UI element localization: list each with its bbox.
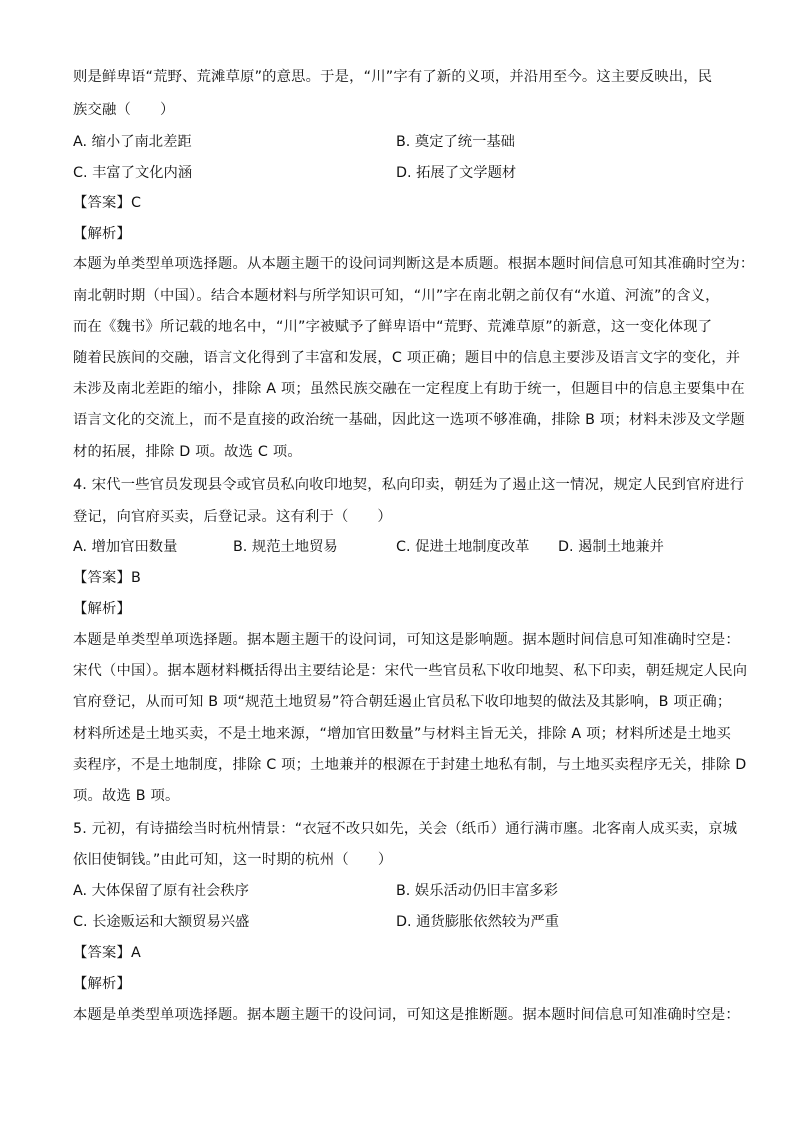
- q3-analysis-line-1: 本题为单类型单项选择题。从本题主题干的设问词判断这是本质题。根据本题时间信息可知其准确时空为：: [73, 256, 755, 272]
- q3-analysis-line-3: 而在《魏书》所记载的地名中，“川”字被赋予了鲜卑语中“荒野、荒滩草原”的新意，这一变化体现了: [73, 319, 713, 335]
- q4-stem-line-1: 4. 宋代一些官员发现县令或官员私向收印地契，私向印卖，朝廷为了遏止这一情况，规定人民到官府进行: [73, 477, 745, 493]
- q5-option-a[interactable]: A. 大体保留了原有社会秩序: [73, 883, 249, 899]
- q4-analysis-line-5: 卖程序，不是土地制度，排除 C 项；土地兼并的根源在于封建土地私有制，与土地买卖程序无关，排除 D: [73, 757, 747, 773]
- q3-analysis-line-7: 材的拓展，排除 D 项。故选 C 项。: [73, 444, 302, 460]
- q4-analysis-line-4: 材料所述是土地买卖，不是土地来源，“增加官田数量”与材料主旨无关，排除 A 项；材料所述是土地买: [73, 726, 732, 742]
- q4-stem-line-2: 登记，向官府买卖，后登记录。这有利于（ ）: [73, 509, 392, 525]
- q3-answer: 【答案】C: [73, 195, 142, 211]
- q3-stem-line-2: 族交融（ ）: [73, 102, 175, 118]
- q4-analysis-line-3: 官府登记，从而可知 B 项“规范土地贸易”符合朝廷遏止官员私下收印地契的做法及其影响，B 项正确；: [73, 694, 732, 710]
- q3-analysis-line-4: 随着民族间的交融，语言文化得到了丰富和发展，C 项正确；题目中的信息主要涉及语言文字的变化，并: [73, 350, 741, 366]
- q3-option-a[interactable]: A. 缩小了南北差距: [73, 134, 192, 150]
- q3-analysis-label: 【解析】: [73, 226, 131, 242]
- q3-option-b[interactable]: B. 奠定了统一基础: [396, 134, 515, 150]
- q3-option-d[interactable]: D. 拓展了文学题材: [396, 165, 517, 181]
- q5-stem-line-2: 依旧使铜钱。”由此可知，这一时期的杭州（ ）: [73, 852, 393, 868]
- q5-option-b[interactable]: B. 娱乐活动仍旧丰富多彩: [396, 883, 558, 899]
- q3-stem-line-1: 则是鲜卑语“荒野、荒滩草原”的意思。于是，“川”字有了新的义项，并沿用至今。这主要反映出，民: [73, 69, 713, 85]
- q5-analysis-line-1: 本题是单类型单项选择题。据本题主题干的设问词，可知这是推断题。据本题时间信息可知准确时空是：: [73, 1007, 740, 1023]
- q4-analysis-label: 【解析】: [73, 601, 131, 617]
- q5-option-d[interactable]: D. 通货膨胀依然较为严重: [396, 914, 560, 930]
- q4-option-c[interactable]: C. 促进土地制度改革: [396, 539, 530, 555]
- q5-stem-line-1: 5. 元初，有诗描绘当时杭州情景：“衣冠不改只如先，关会（纸币）通行满市廛。北客南人成买卖，京城: [73, 821, 738, 837]
- q4-option-d[interactable]: D. 遏制土地兼并: [558, 539, 664, 555]
- q5-option-c[interactable]: C. 长途贩运和大额贸易兴盛: [73, 914, 250, 930]
- q4-analysis-line-6: 项。故选 B 项。: [73, 788, 180, 804]
- q5-answer: 【答案】A: [73, 945, 141, 961]
- q3-option-c[interactable]: C. 丰富了文化内涵: [73, 165, 193, 181]
- q3-analysis-line-5: 未涉及南北差距的缩小，排除 A 项；虽然民族交融在一定程度上有助于统一，但题目中的信息主要集中在: [73, 381, 745, 397]
- q4-option-b[interactable]: B. 规范土地贸易: [233, 539, 338, 555]
- q4-answer: 【答案】B: [73, 570, 141, 586]
- q4-analysis-line-1: 本题是单类型单项选择题。据本题主题干的设问词，可知这是影响题。据本题时间信息可知准确时空是：: [73, 632, 740, 648]
- q5-analysis-label: 【解析】: [73, 976, 131, 992]
- q3-analysis-line-6: 语言文化的交流上，而不是直接的政治统一基础，因此这一选项不够准确，排除 B 项；材料未涉及文学题: [73, 412, 745, 428]
- q3-analysis-line-2: 南北朝时期（中国）。结合本题材料与所学知识可知，“川”字在南北朝之前仅有“水道、河流”的含义，: [73, 288, 720, 304]
- q4-analysis-line-2: 宋代（中国）。据本题材料概括得出主要结论是：宋代一些官员私下收印地契、私下印卖，朝廷规定人民向: [73, 663, 748, 679]
- q4-option-a[interactable]: A. 增加官田数量: [73, 539, 178, 555]
